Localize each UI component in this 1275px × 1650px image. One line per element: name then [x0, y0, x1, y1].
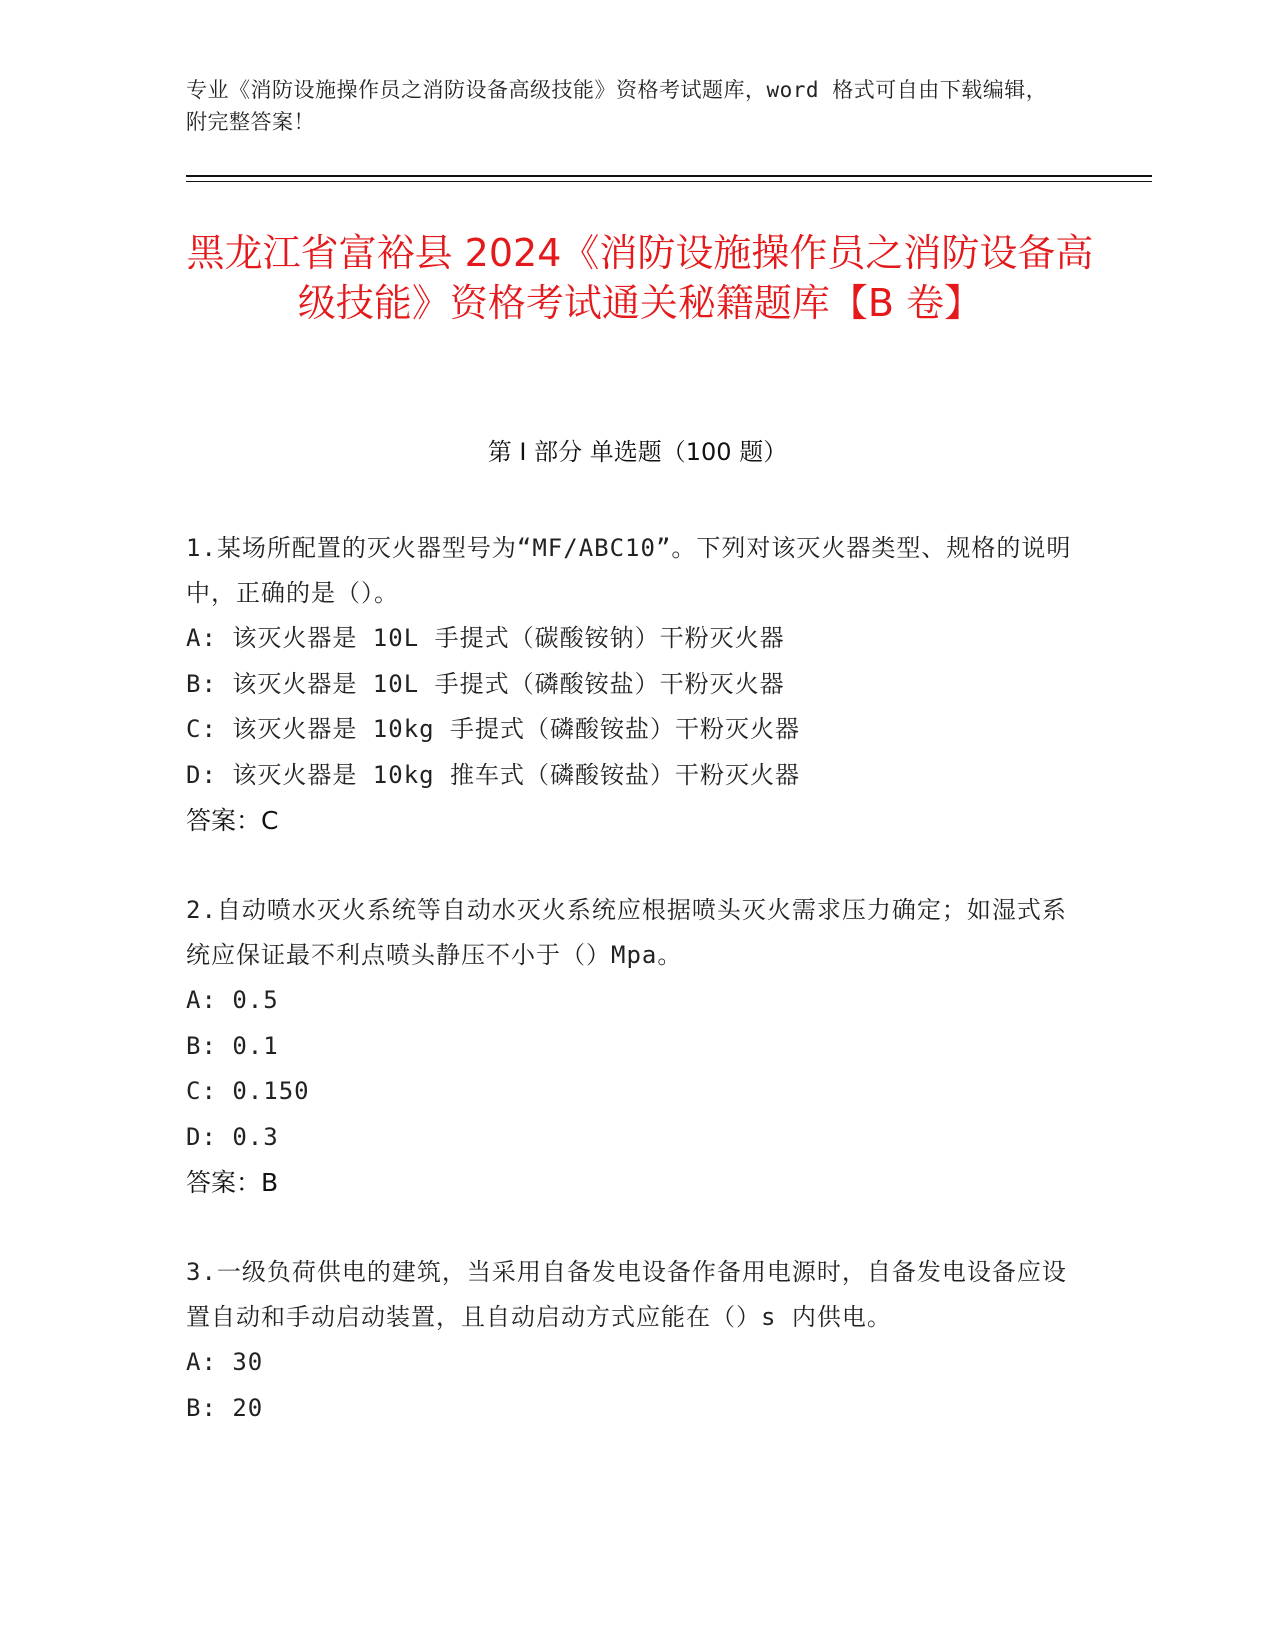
option-b: B: 0.1	[186, 1031, 279, 1060]
question-stem: 2.自动喷水灭火系统等自动水灭火系统应根据喷头灭火需求压力确定；如湿式系统应保证最不利点喷头静压不小于（）Mpa。	[186, 896, 1067, 969]
option-a: A: 该灭火器是 10L 手提式（碳酸铵钠）干粉灭火器	[186, 624, 785, 652]
option-b: B: 该灭火器是 10L 手提式（磷酸铵盐）干粉灭火器	[186, 669, 785, 698]
document-title: 黑龙江省富裕县 2024《消防设施操作员之消防设备高级技能》资格考试通关秘籍题库【B 卷】	[186, 231, 1094, 325]
question-stem: 3.一级负荷供电的建筑，当采用自备发电设备作备用电源时，自备发电设备应设置自动和手动启动装置，且自动启动方式应能在（）s 内供电。	[186, 1258, 1067, 1331]
header-divider-thick	[186, 175, 1152, 177]
section-heading: 第 I 部分 单选题（100 题）	[487, 438, 788, 466]
question-1	[186, 526, 1086, 844]
option-a: A: 0.5	[186, 986, 279, 1014]
answer-line: 答案：B	[186, 1168, 279, 1197]
option-d: D: 该灭火器是 10kg 推车式（磷酸铵盐）干粉灭火器	[186, 760, 801, 789]
option-c: C: 0.150	[186, 1077, 310, 1105]
option-a: A: 30	[186, 1348, 264, 1376]
header-note: 专业《消防设施操作员之消防设备高级技能》资格考试题库，word 格式可自由下载编辑，附完整答案！	[186, 78, 1048, 134]
question-stem: 1.某场所配置的灭火器型号为“MF/ABC10”。下列对该灭火器类型、规格的说明中，正确的是（）。	[186, 534, 1072, 607]
option-d: D: 0.3	[186, 1122, 279, 1151]
question-2	[186, 888, 1086, 1206]
question-3	[186, 1250, 1086, 1431]
option-c: C: 该灭火器是 10kg 手提式（磷酸铵盐）干粉灭火器	[186, 715, 801, 743]
option-b: B: 20	[186, 1393, 264, 1422]
answer-line: 答案：C	[186, 806, 279, 835]
header-divider-thin	[186, 181, 1152, 182]
